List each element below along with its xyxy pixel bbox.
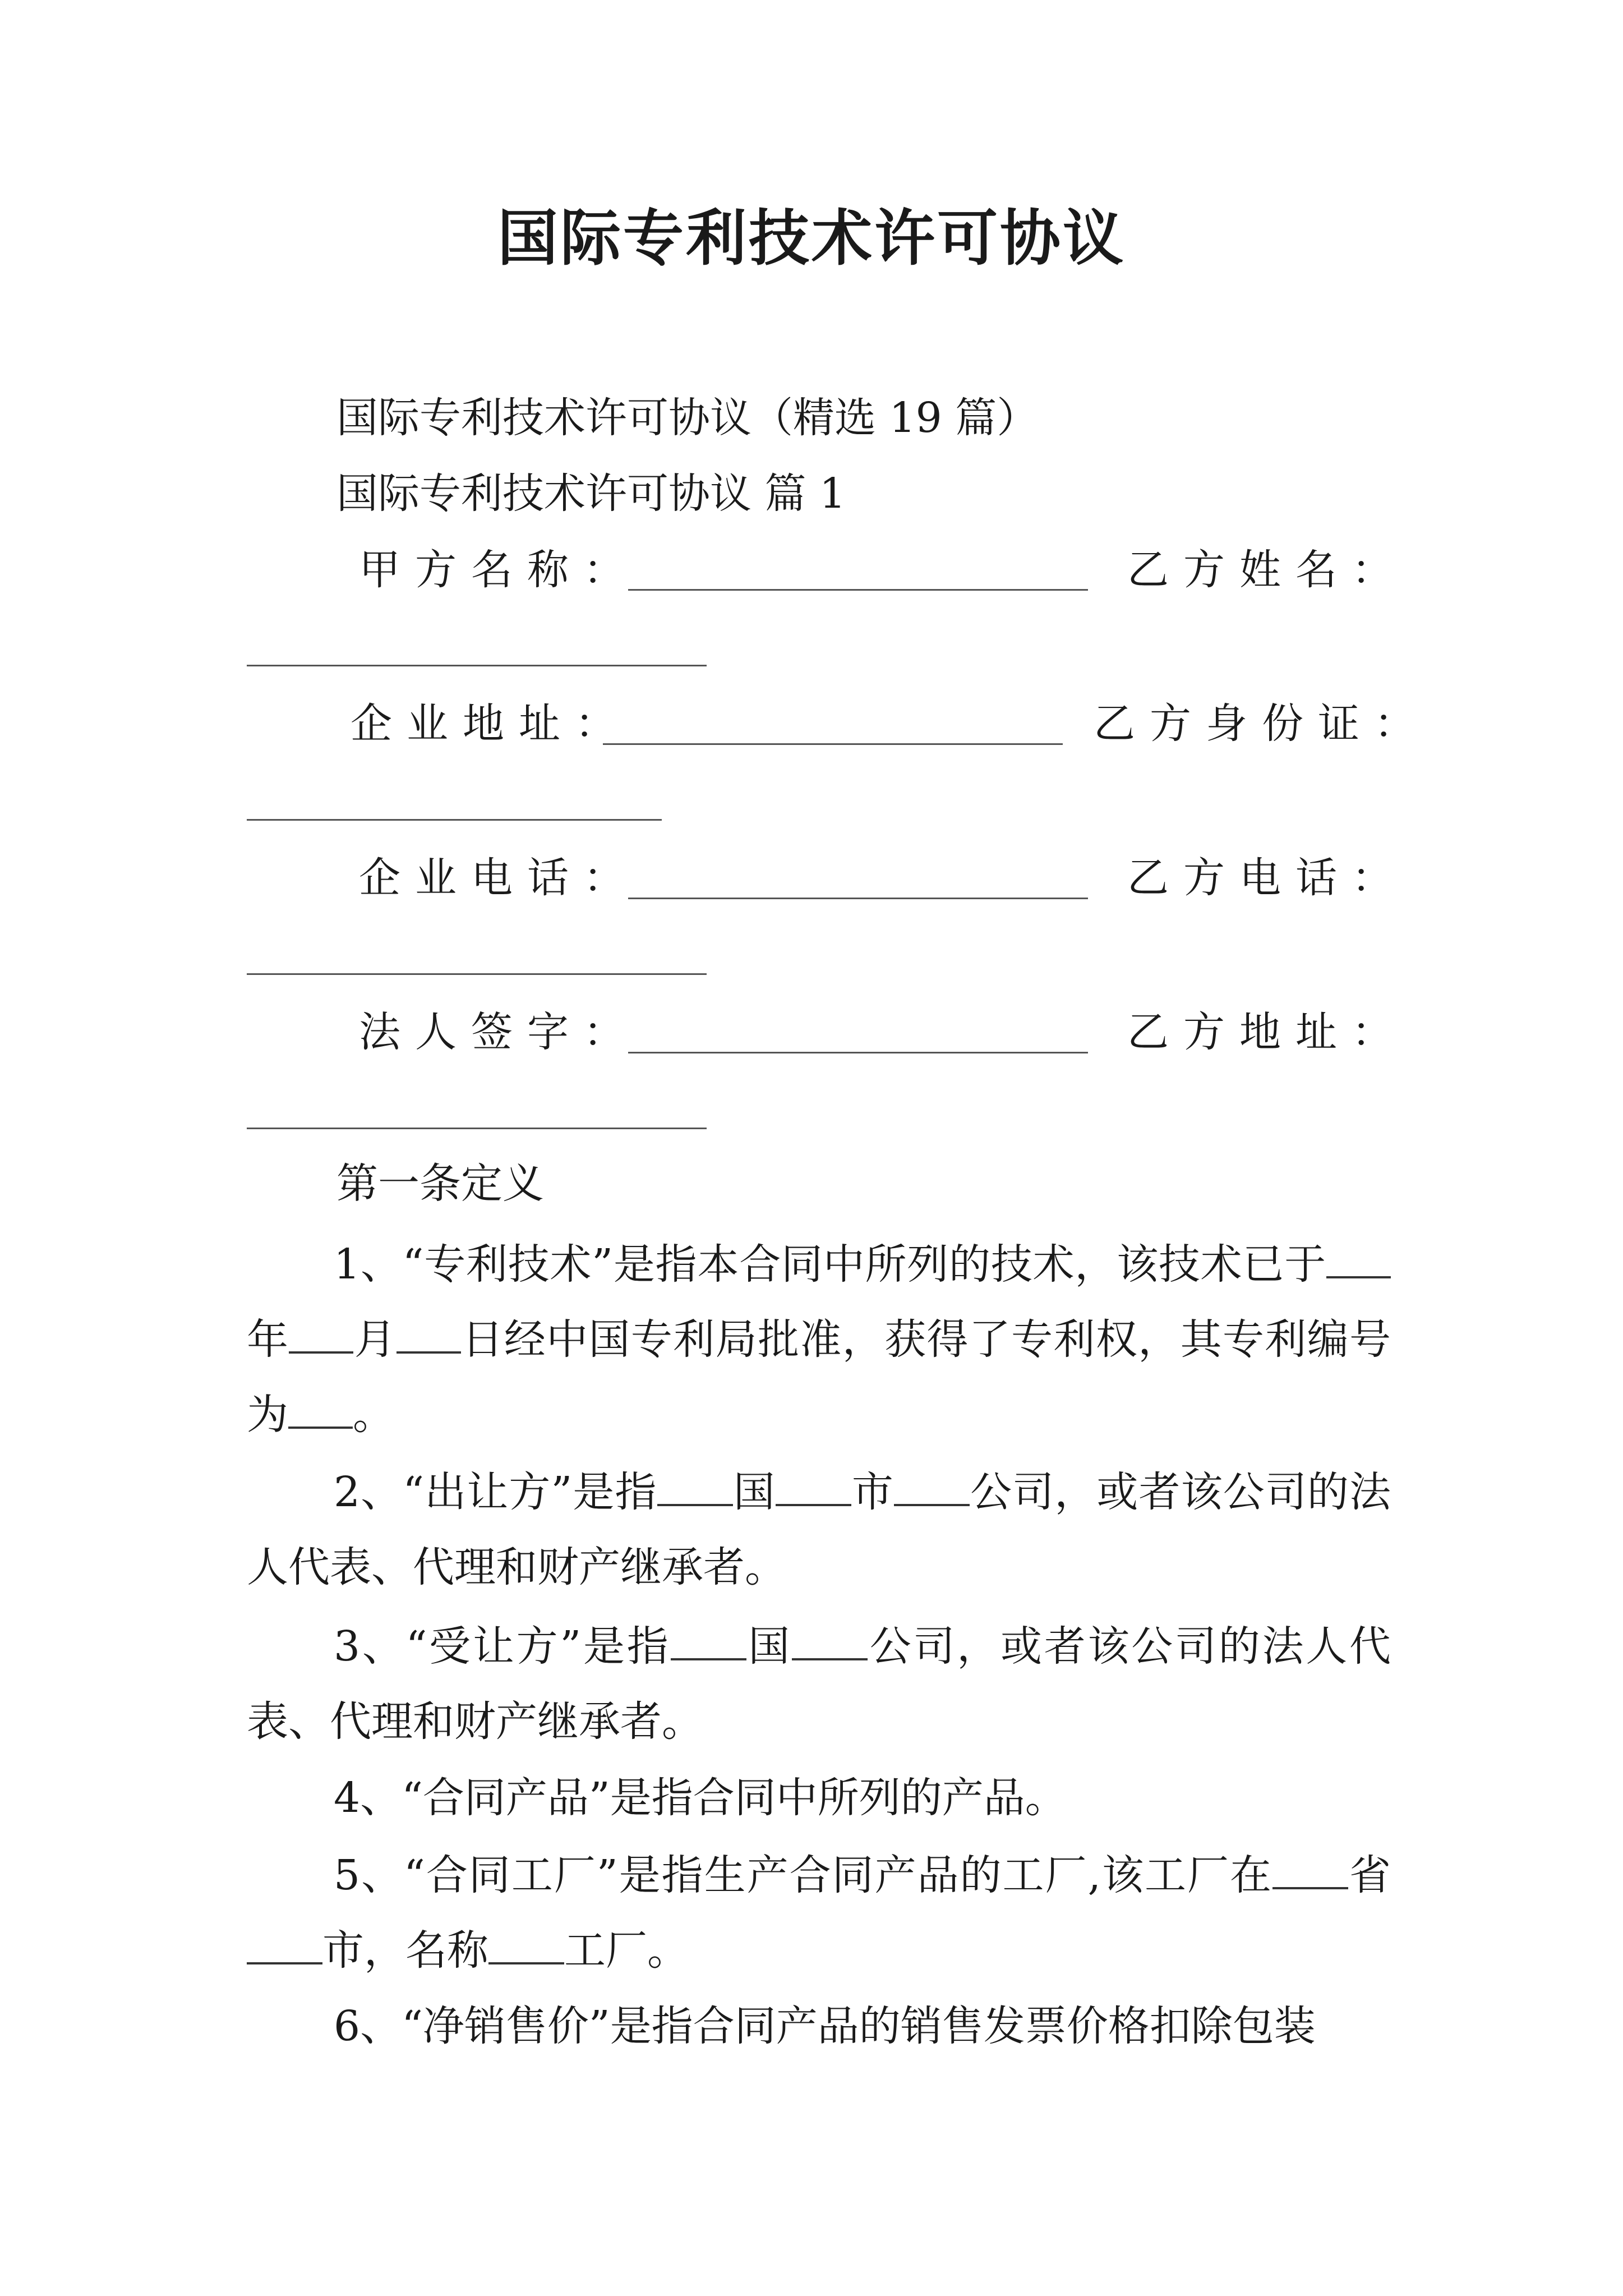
document-subtitle: 国际专利技术许可协议（精选 19 篇） [336,394,1039,442]
party-b-id-field[interactable] [247,819,662,821]
clause-5 [247,1838,1391,1988]
clause-6 [247,1989,1391,2064]
licensor-city-blank[interactable] [776,1469,851,1506]
year-blank[interactable] [1326,1241,1391,1278]
clause-3-text-c: 公司，或者该公司的法人代表、代理和财产继承者。 [247,1622,1391,1746]
party-a-name-label: 甲方名称： [359,546,639,594]
clause-4 [247,1760,1391,1835]
clause-2-text-b: 国 [732,1468,776,1516]
factory-name-blank[interactable] [488,1927,564,1964]
company-phone-label: 企业电话： [359,854,639,902]
clause-6-text: 6、“净销售价”是指合同产品的销售发票价格扣除包装 [334,2002,1316,2050]
month-blank[interactable] [289,1317,353,1354]
article-heading: 第一条定义 [336,1159,544,1208]
party-b-address-field[interactable] [247,1128,707,1129]
company-address-label: 企业地址： [351,700,631,748]
clause-2 [247,1455,1391,1605]
licensee-company-blank[interactable] [792,1623,868,1660]
party-b-address-label: 乙方地址： [1127,1008,1408,1056]
company-address-field[interactable] [603,743,1063,745]
clause-1 [247,1227,1391,1452]
clause-1-text-e: 。 [353,1391,394,1439]
licensee-country-blank[interactable] [671,1623,746,1660]
clause-5-text-c: 市，名称 [322,1926,488,1975]
clause-1-text-c: 月 [353,1315,397,1364]
legal-signature-label: 法人签字： [359,1008,639,1056]
section-heading: 国际专利技术许可协议 篇 1 [336,470,846,518]
clause-2-text-d: 公司，或者该公司的法人代表、代理和财产继承者。 [247,1468,1391,1591]
clause-3-text-b: 国 [746,1622,792,1671]
clause-3-text-a: 3、“受让方”是指 [334,1622,671,1671]
legal-signature-field[interactable] [628,1052,1088,1053]
clause-5-text-a: 5、“合同工厂”是指生产合同产品的工厂,该工厂在 [334,1851,1273,1899]
clause-4-text: 4、“合同产品”是指合同中所列的产品。 [334,1774,1067,1822]
clause-5-text-d: 工厂。 [564,1926,689,1975]
document-title: 国际专利技术许可协议 [497,203,1126,274]
licensor-country-blank[interactable] [657,1469,733,1506]
clause-2-text-a: 2、“出让方”是指 [334,1468,657,1516]
company-phone-field[interactable] [628,898,1088,899]
party-b-name-label: 乙方姓名： [1127,546,1408,594]
clause-1-text-a: 1、“专利技术”是指本合同中所列的技术，该技术已于 [334,1240,1326,1289]
clause-1-text-d: 日经中国专利局批准，获得了专利权，其专利编号为 [247,1315,1391,1439]
party-b-phone-field[interactable] [247,973,707,975]
patent-number-blank[interactable] [288,1392,353,1429]
party-a-name-field[interactable] [628,589,1088,591]
factory-city-blank[interactable] [247,1927,322,1964]
clause-2-text-c: 市 [851,1468,895,1516]
province-blank[interactable] [1272,1852,1348,1889]
day-blank[interactable] [396,1317,461,1354]
licensor-company-blank[interactable] [894,1469,970,1506]
party-b-name-field[interactable] [247,665,707,666]
clause-1-text-b: 年 [247,1315,289,1364]
clause-5-text-b: 省 [1348,1851,1391,1899]
party-b-phone-label: 乙方电话： [1127,854,1408,902]
clause-3 [247,1609,1391,1759]
party-b-id-label: 乙方身份证： [1094,700,1430,748]
